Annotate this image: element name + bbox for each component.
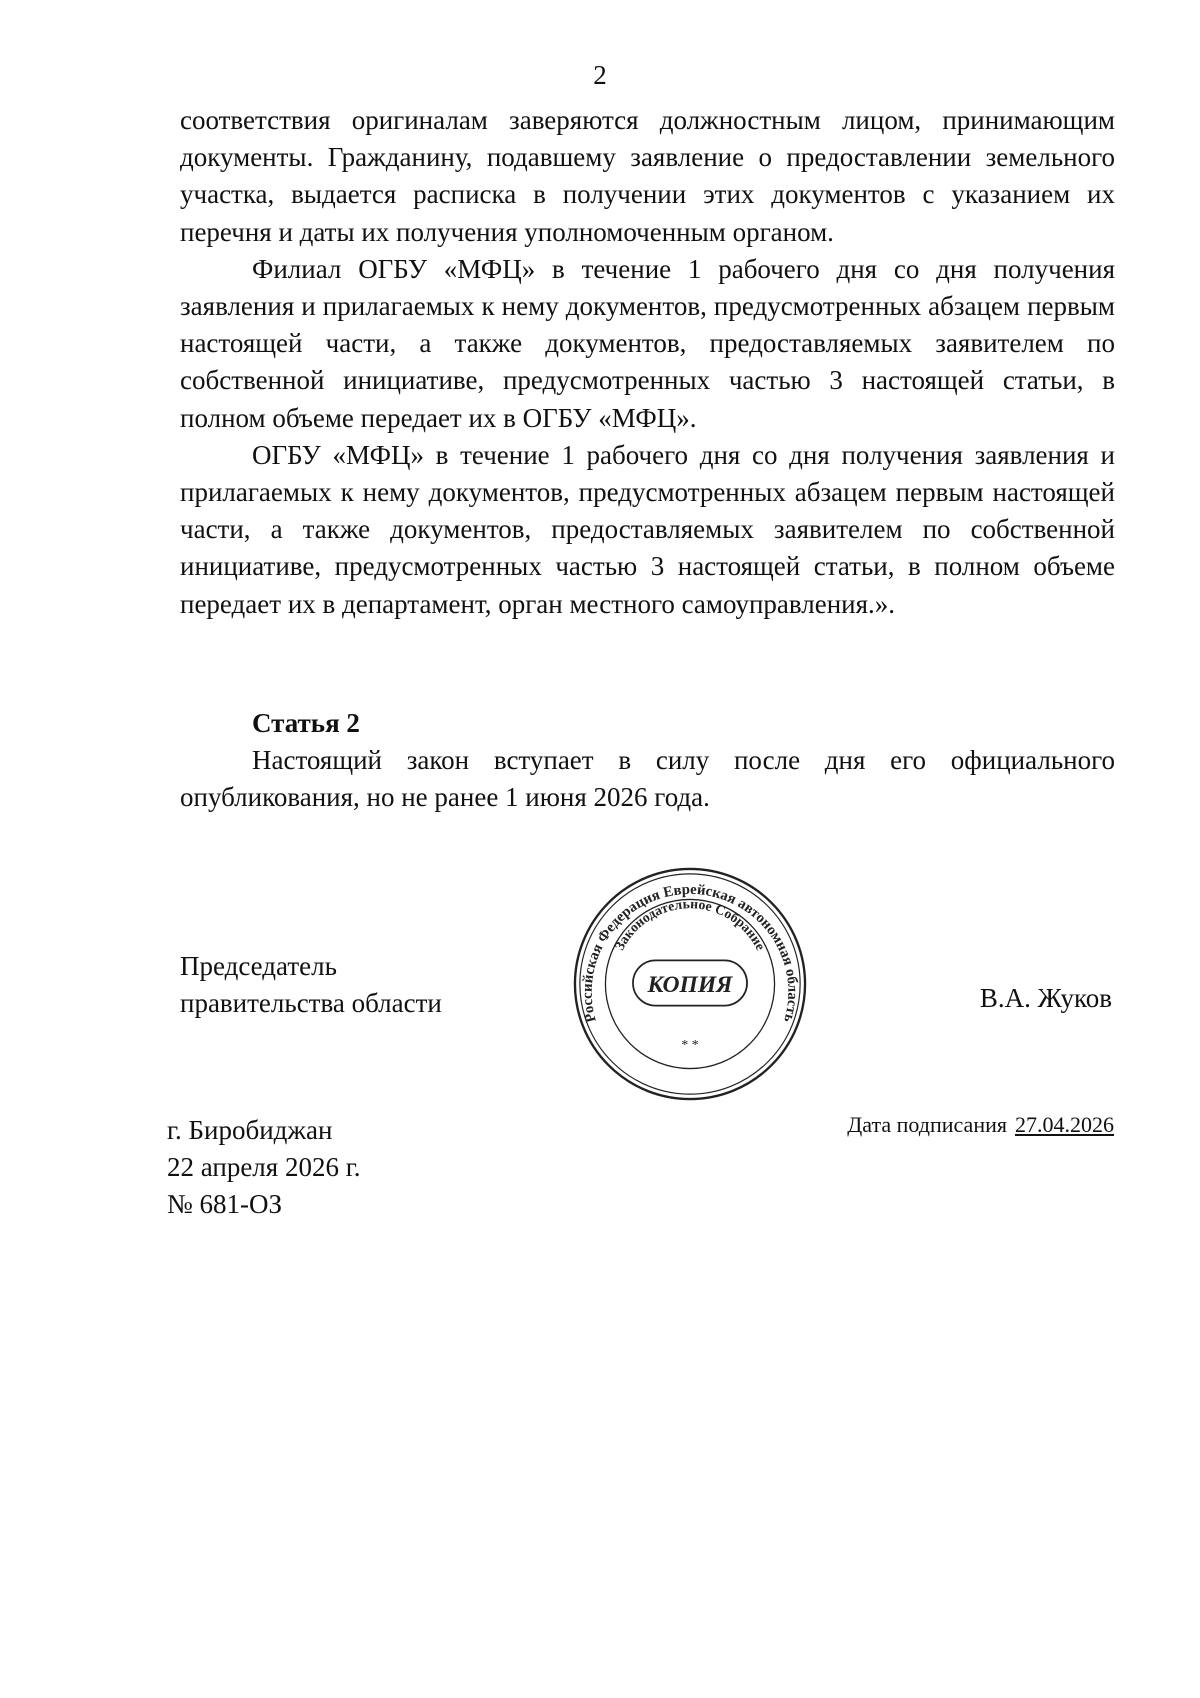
stamp-marks: * * [681, 1036, 699, 1052]
article-text: Настоящий закон вступает в силу после дня его официального опубликования, но не ранее 1 июня 2026 года. [180, 745, 1115, 813]
law-number: № 681-ОЗ [167, 1189, 283, 1219]
article-heading: Статья 2 [252, 708, 360, 738]
official-stamp [572, 866, 808, 1102]
paragraph-1: соответствия оригиналам заверяются должностным лицом, принимающим документы. Гражданину, подавшему заявление о предоставлении земельного участка, выдается расписка в получении этих документов с указанием их перечня и даты их получения уполномоченным органом. [180, 105, 1115, 247]
page-number: 2 [593, 60, 607, 90]
law-text-body [180, 102, 1115, 623]
stamp-outer-text: Российская Федерация Еврейская автономная область [579, 881, 801, 1024]
signing-date-label: Дата подписания [847, 1112, 1007, 1137]
article-2 [180, 705, 1115, 817]
signing-date-value: 27.04.2026 [1015, 1112, 1114, 1137]
signer-title-line-2: правительства области [180, 988, 442, 1018]
place-block [167, 1112, 360, 1223]
signer-name: В.А. Жуков [979, 983, 1112, 1013]
paragraph-2: Филиал ОГБУ «МФЦ» в течение 1 рабочего дня со дня получения заявления и прилагаемых к нему документов, предусмотренных абзацем первым настоящей части, а также документов, предоставляемых заявителем по собственной инициативе, предусмотренных частью 3 настоящей статьи, в полном объеме передает их в ОГБУ «МФЦ». [180, 253, 1115, 433]
signer-title [180, 948, 442, 1022]
place-date: 22 апреля 2026 г. [167, 1152, 361, 1182]
stamp-inner-text: Законодательное Собрание [611, 896, 769, 953]
stamp-center-text: КОПИЯ [647, 971, 733, 998]
signer-title-line-1: Председатель [180, 951, 337, 981]
place-city: г. Биробиджан [167, 1115, 333, 1145]
paragraph-3: ОГБУ «МФЦ» в течение 1 рабочего дня со дня получения заявления и прилагаемых к нему документов, предусмотренных абзацем первым настоящей части, а также документов, предоставляемых заявителем по собственной инициативе, предусмотренных частью 3 настоящей статьи, в полном объеме передает их в департамент, орган местного самоуправления.». [180, 439, 1115, 619]
signing-date [847, 1112, 1114, 1138]
